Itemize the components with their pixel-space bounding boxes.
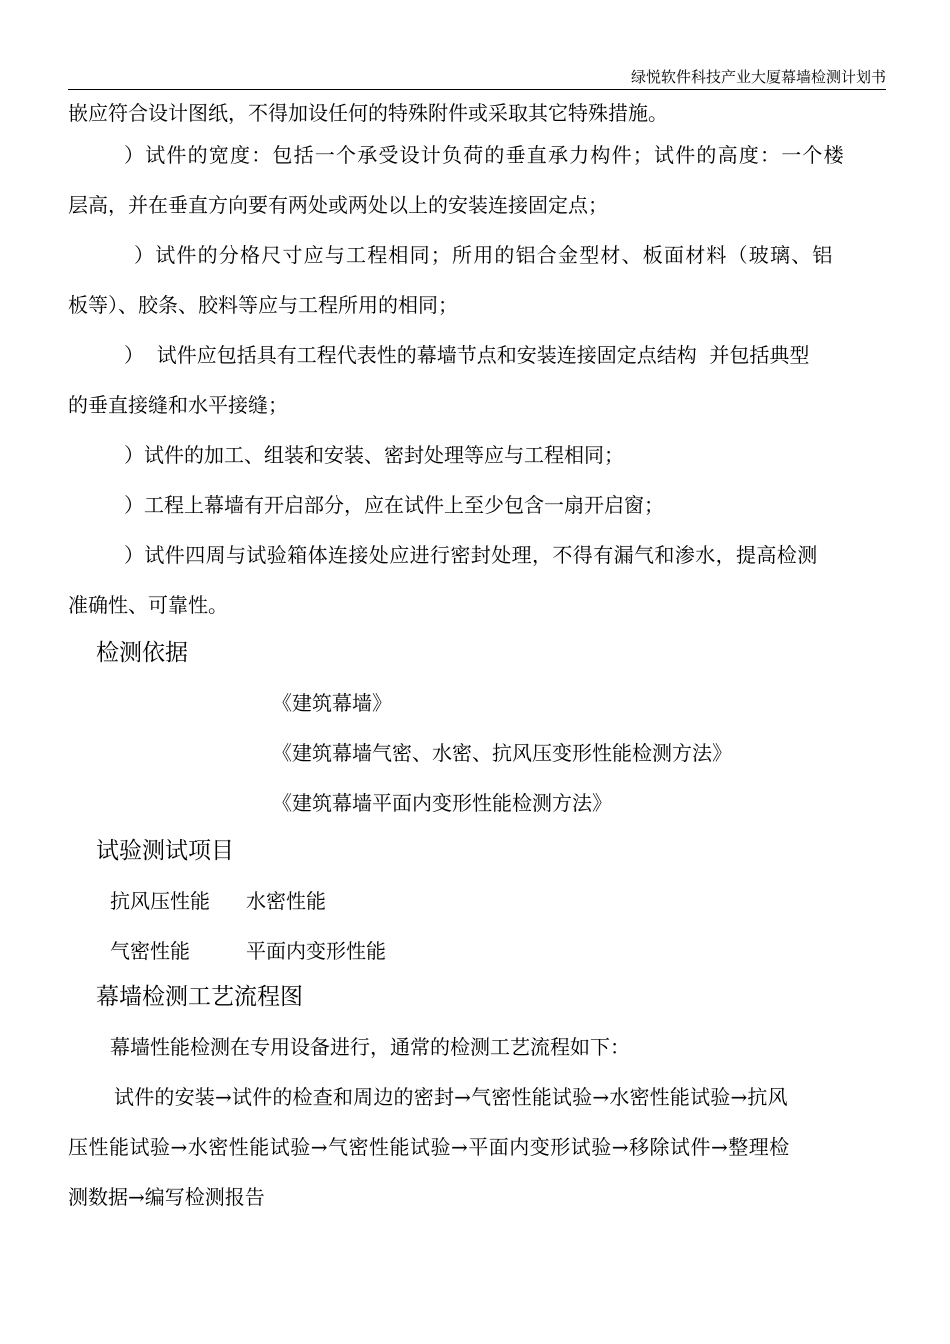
section-heading-flow: 幕墙检测工艺流程图	[96, 984, 303, 1010]
test-item: 气密性能	[110, 939, 190, 963]
text-line: ） 试件应包括具有工程代表性的幕墙节点和安装连接固定点结构 并包括典型	[124, 343, 810, 367]
text-line: 幕墙性能检测在专用设备进行，通常的检测工艺流程如下：	[110, 1035, 630, 1059]
section-heading-basis: 检测依据	[96, 640, 188, 666]
paragraph-specimen-width	[68, 140, 882, 220]
text-line: 层高，并在垂直方向要有两处或两处以上的安装连接固定点；	[68, 193, 608, 217]
text-line: 压性能试验→水密性能试验→气密性能试验→平面内变形试验→移除试件→整理检	[68, 1135, 790, 1159]
text-line: ）工程上幕墙有开启部分，应在试件上至少包含一扇开启窗；	[124, 493, 664, 517]
reference-item: 《建筑幕墙气密、水密、抗风压变形性能检测方法》	[272, 741, 732, 765]
text-line: ）试件的宽度：包括一个承受设计负荷的垂直承力构件；试件的高度：一个楼	[124, 143, 845, 167]
reference-item: 《建筑幕墙平面内变形性能检测方法》	[272, 791, 612, 815]
text-line: 测数据→编写检测报告	[68, 1185, 265, 1209]
test-items-row	[68, 936, 882, 966]
test-items-row	[68, 886, 882, 916]
flow-description	[68, 1082, 882, 1212]
text-line: ）试件的分格尺寸应与工程相同；所用的铝合金型材、板面材料（玻璃、铝	[134, 243, 834, 267]
paragraph-specimen-processing	[68, 440, 882, 470]
text-line: 试件的安装→试件的检查和周边的密封→气密性能试验→水密性能试验→抗风	[114, 1085, 788, 1109]
text-line: ）试件四周与试验箱体连接处应进行密封处理，不得有漏气和渗水，提高检测	[124, 543, 818, 567]
paragraph-specimen-sealing	[68, 540, 882, 620]
text-line: 板等）、胶条、胶料等应与工程所用的相同；	[68, 293, 458, 317]
document-body	[68, 98, 882, 1212]
paragraph-specimen-grid	[68, 240, 882, 320]
flow-intro	[68, 1032, 882, 1062]
test-item: 水密性能	[246, 889, 326, 913]
running-header	[68, 66, 886, 90]
text-line: 嵌应符合设计图纸，不得加设任何的特殊附件或采取其它特殊措施。	[68, 101, 668, 125]
test-item: 平面内变形性能	[246, 939, 386, 963]
paragraph-specimen-nodes	[68, 340, 882, 420]
text-line: 的垂直接缝和水平接缝；	[68, 393, 288, 417]
test-item: 抗风压性能	[110, 889, 210, 913]
header-title: 绿悦软件科技产业大厦幕墙检测计划书	[630, 68, 886, 86]
text-line: 准确性、可靠性。	[68, 593, 228, 617]
reference-item: 《建筑幕墙》	[272, 691, 392, 715]
section-heading-items: 试验测试项目	[96, 838, 234, 864]
text-line: ）试件的加工、组装和安装、密封处理等应与工程相同；	[124, 443, 624, 467]
paragraph-continuation	[68, 98, 882, 128]
paragraph-specimen-opening	[68, 490, 882, 520]
